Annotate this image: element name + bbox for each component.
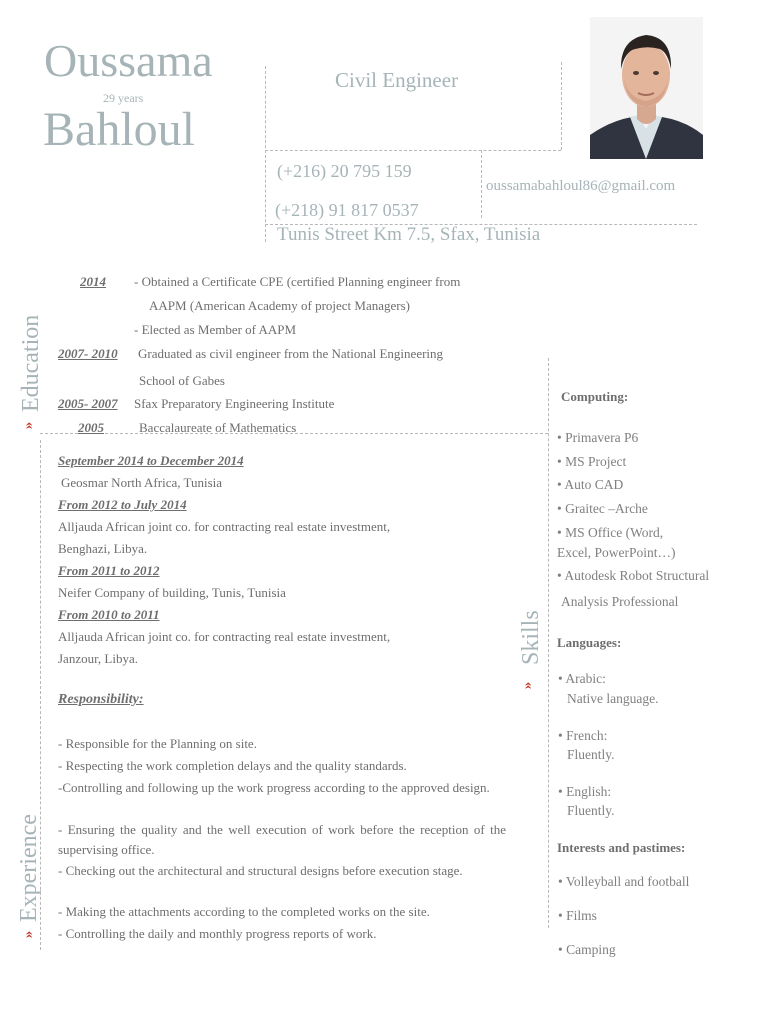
languages-heading: Languages: <box>557 635 622 650</box>
phone-1: (+216) 20 795 159 <box>277 161 412 181</box>
education-year: 2005- 2007 <box>58 396 118 411</box>
experience-section-title: Experience <box>16 814 42 922</box>
experience-company: Geosmar North Africa, Tunisia <box>61 475 223 490</box>
job-title: Civil Engineer <box>335 68 459 92</box>
responsibility-item: - Checking out the architectural and structural designs before execution stage. <box>58 863 463 878</box>
last-name: Bahloul <box>43 103 195 156</box>
education-section-title: Education <box>18 314 44 412</box>
interests-heading: Interests and pastimes: <box>557 840 686 855</box>
language-level: Fluently. <box>567 803 615 818</box>
responsibility-item: -Controlling and following up the work progress according to the approved design. <box>58 780 490 795</box>
divider <box>561 62 562 150</box>
education-year: 2005 <box>78 420 104 435</box>
responsibility-item: - Ensuring the quality and the well execution of work before the reception of the supervising office. <box>58 822 506 857</box>
address: Tunis Street Km 7.5, Sfax, Tunisia <box>277 224 541 245</box>
experience-period: From 2012 to July 2014 <box>58 497 187 512</box>
divider <box>481 150 482 218</box>
education-text: School of Gabes <box>139 373 225 388</box>
skill-item: • MS Project <box>557 454 627 469</box>
education-text: AAPM (American Academy of project Managers) <box>149 298 410 313</box>
profile-photo <box>590 17 703 159</box>
language-item: • Arabic: <box>558 671 606 686</box>
chevron-icon: » <box>519 681 536 690</box>
divider <box>548 358 549 928</box>
education-year: 2007- 2010 <box>58 346 118 361</box>
divider <box>265 66 266 242</box>
responsibility-item: - Making the attachments according to the completed works on the site. <box>58 904 430 919</box>
skill-item: • Primavera P6 <box>557 430 639 445</box>
skill-item: • Graitec –Arche <box>557 501 648 516</box>
first-name: Oussama <box>44 35 213 86</box>
phone-2: (+218) 91 817 0537 <box>275 200 419 220</box>
education-text: Baccalaureate of Mathematics <box>139 420 297 435</box>
chevron-icon: » <box>20 421 37 430</box>
experience-period: From 2010 to 2011 <box>58 607 160 622</box>
education-text: Sfax Preparatory Engineering Institute <box>134 396 335 411</box>
education-year: 2014 <box>80 274 106 289</box>
divider <box>40 440 41 950</box>
education-text: - Elected as Member of AAPM <box>134 322 297 337</box>
age: 29 years <box>103 91 144 105</box>
responsibility-heading: Responsibility: <box>58 692 144 707</box>
interest-item: • Films <box>558 908 597 923</box>
email: oussamabahloul86@gmail.com <box>486 178 676 194</box>
language-item: • French: <box>558 728 608 743</box>
responsibility-item: - Responsible for the Planning on site. <box>58 736 257 751</box>
experience-period: From 2011 to 2012 <box>58 563 160 578</box>
interest-item: • Camping <box>558 942 616 957</box>
skill-item: Excel, PowerPoint…) <box>557 545 676 560</box>
skill-item: Analysis Professional <box>561 594 679 609</box>
responsibility-item: - Respecting the work completion delays and the quality standards. <box>58 758 407 773</box>
skill-item: • MS Office (Word, <box>557 525 664 540</box>
responsibility-item: - Controlling the daily and monthly progress reports of work. <box>58 926 377 941</box>
interest-item: • Volleyball and football <box>558 874 690 889</box>
chevron-icon: » <box>20 930 37 939</box>
divider <box>265 150 561 151</box>
language-level: Fluently. <box>567 747 615 762</box>
experience-company: Alljauda African joint co. for contracting real estate investment, <box>58 629 391 644</box>
skill-item: • Autodesk Robot Structural <box>557 568 710 583</box>
computing-heading: Computing: <box>561 389 629 404</box>
language-item: • English: <box>558 784 612 799</box>
language-level: Native language. <box>567 691 659 706</box>
education-text: Graduated as civil engineer from the National Engineering <box>138 346 444 361</box>
skills-section-title: Skills <box>518 610 544 665</box>
experience-company: Alljauda African joint co. for contracting real estate investment, <box>58 519 391 534</box>
experience-company: Neifer Company of building, Tunis, Tunisia <box>58 585 286 600</box>
experience-company: Janzour, Libya. <box>58 651 138 666</box>
skill-item: • Auto CAD <box>557 477 624 492</box>
experience-period: September 2014 to December 2014 <box>58 453 244 468</box>
education-text: - Obtained a Certificate CPE (certified Planning engineer from <box>134 274 461 289</box>
experience-company: Benghazi, Libya. <box>58 541 148 556</box>
